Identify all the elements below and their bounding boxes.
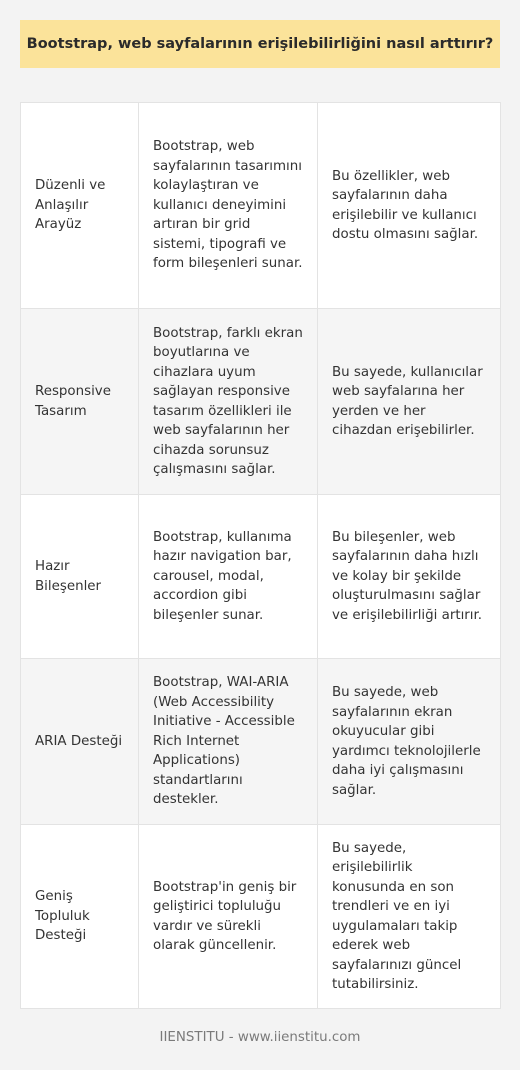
feature-cell: Düzenli ve Anlaşılır Arayüz: [21, 103, 139, 309]
feature-cell: Responsive Tasarım: [21, 309, 139, 495]
comparison-table: [20, 102, 501, 1009]
description-cell: Bootstrap, web sayfalarının tasarımını kolaylaştıran ve kullanıcı deneyimini artıran bir grid sistemi, tipografi ve form bileşenleri sunar.: [139, 103, 318, 309]
description-cell: Bootstrap'in geniş bir geliştirici topluluğu vardır ve sürekli olarak güncellenir.: [139, 825, 318, 1009]
table-row: [21, 309, 501, 495]
benefit-cell: Bu sayede, kullanıcılar web sayfalarına her yerden ve her cihazdan erişebilirler.: [318, 309, 501, 495]
table-row: [21, 103, 501, 309]
description-cell: Bootstrap, farklı ekran boyutlarına ve cihazlara uyum sağlayan responsive tasarım özellikleri ile web sayfalarının her cihazda sorunsuz çalışmasını sağlar.: [139, 309, 318, 495]
page-title: Bootstrap, web sayfalarının erişilebilirliğini nasıl arttırır?: [26, 36, 494, 52]
benefit-cell: Bu özellikler, web sayfalarının daha erişilebilir ve kullanıcı dostu olmasını sağlar.: [318, 103, 501, 309]
benefit-cell: Bu sayede, erişilebilirlik konusunda en son trendleri ve en iyi uygulamaları takip ederek web sayfalarınızı güncel tutabilirsiniz.: [318, 825, 501, 1009]
table-row: [21, 659, 501, 825]
table-row: [21, 495, 501, 659]
feature-cell: ARIA Desteği: [21, 659, 139, 825]
description-cell: Bootstrap, kullanıma hazır navigation bar, carousel, modal, accordion gibi bileşenler sunar.: [139, 495, 318, 659]
feature-cell: Hazır Bileşenler: [21, 495, 139, 659]
description-cell: Bootstrap, WAI-ARIA (Web Accessibility Initiative - Accessible Rich Internet Applications) standartlarını destekler.: [139, 659, 318, 825]
feature-cell: Geniş Topluluk Desteği: [21, 825, 139, 1009]
footer-credit: IIENSTITU - www.iienstitu.com: [159, 1030, 361, 1045]
benefit-cell: Bu sayede, web sayfalarının ekran okuyucular gibi yardımcı teknolojilerle daha iyi çalışmasını sağlar.: [318, 659, 501, 825]
benefit-cell: Bu bileşenler, web sayfalarının daha hızlı ve kolay bir şekilde oluşturulmasını sağlar ve erişilebilirliği artırır.: [318, 495, 501, 659]
table-row: [21, 825, 501, 1009]
title-banner: [20, 20, 500, 68]
